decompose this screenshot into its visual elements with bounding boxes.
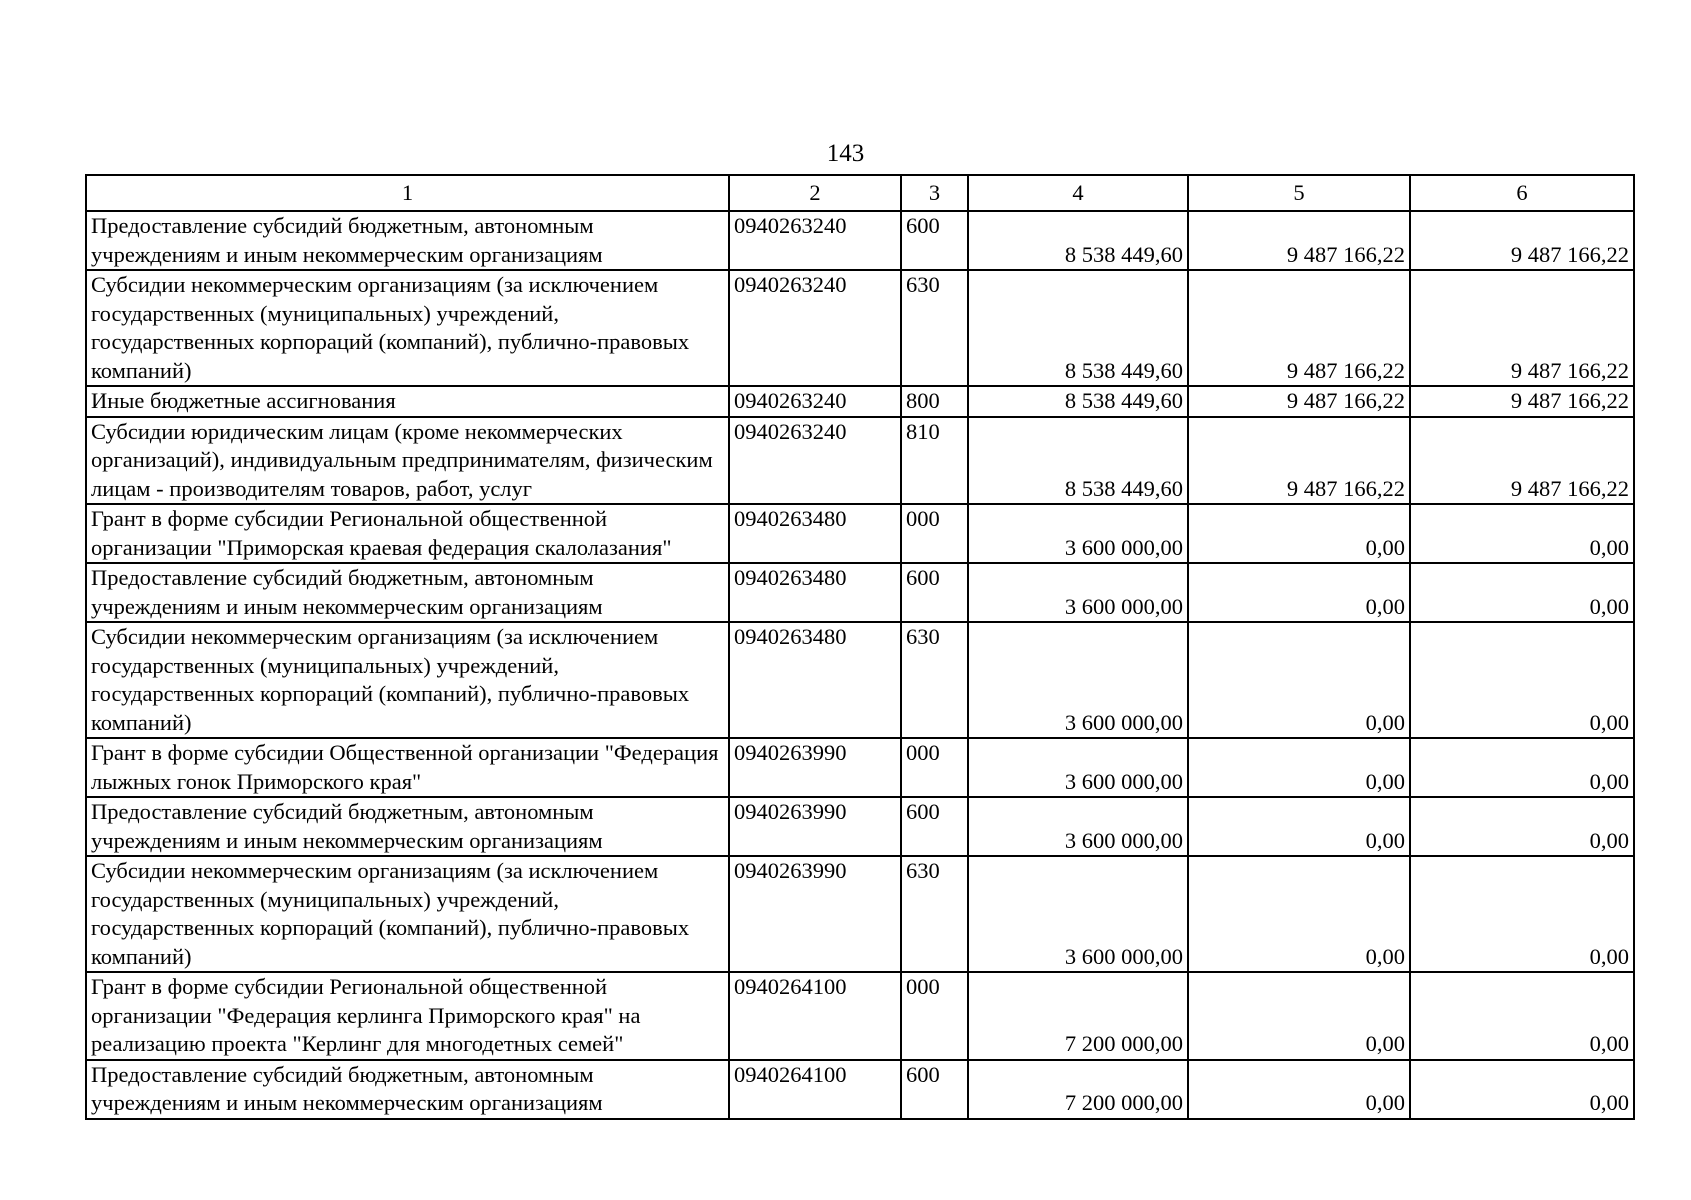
row-amount-6: 9 487 166,22 — [1410, 386, 1634, 417]
row-amount-6: 0,00 — [1410, 738, 1634, 797]
row-amount-4: 3 600 000,00 — [968, 622, 1188, 738]
column-header-amount-4: 4 — [968, 175, 1188, 211]
row-amount-6: 9 487 166,22 — [1410, 417, 1634, 505]
row-amount-6: 0,00 — [1410, 504, 1634, 563]
table-row — [86, 797, 1634, 856]
column-header-name: 1 — [86, 175, 729, 211]
table-row — [86, 211, 1634, 270]
row-kind: 600 — [901, 563, 968, 622]
row-amount-5: 0,00 — [1188, 1060, 1410, 1119]
row-name: Субсидии некоммерческим организациям (за исключением государственных (муниципальных) учреждений, государственных корпораций (компаний), публично-правовых компаний) — [86, 622, 729, 738]
row-amount-5: 9 487 166,22 — [1188, 386, 1410, 417]
row-code: 0940264100 — [729, 972, 901, 1060]
row-name: Субсидии некоммерческим организациям (за исключением государственных (муниципальных) учреждений, государственных корпораций (компаний), публично-правовых компаний) — [86, 270, 729, 386]
row-name: Грант в форме субсидии Региональной общественной организации "Федерация керлинга Приморского края" на реализацию проекта "Керлинг для многодетных семей" — [86, 972, 729, 1060]
row-code: 0940263480 — [729, 622, 901, 738]
table-header-row — [86, 175, 1634, 211]
row-code: 0940263990 — [729, 797, 901, 856]
row-amount-5: 0,00 — [1188, 856, 1410, 972]
table-row — [86, 504, 1634, 563]
column-header-kind: 3 — [901, 175, 968, 211]
row-kind: 600 — [901, 211, 968, 270]
row-amount-4: 8 538 449,60 — [968, 417, 1188, 505]
row-kind: 000 — [901, 504, 968, 563]
row-amount-4: 3 600 000,00 — [968, 797, 1188, 856]
row-kind: 810 — [901, 417, 968, 505]
budget-table — [85, 174, 1635, 1120]
row-amount-6: 9 487 166,22 — [1410, 211, 1634, 270]
row-amount-4: 3 600 000,00 — [968, 856, 1188, 972]
row-amount-6: 0,00 — [1410, 797, 1634, 856]
row-amount-6: 0,00 — [1410, 622, 1634, 738]
row-name: Грант в форме субсидии Региональной общественной организации "Приморская краевая федерация скалолазания" — [86, 504, 729, 563]
row-amount-6: 9 487 166,22 — [1410, 270, 1634, 386]
row-amount-4: 3 600 000,00 — [968, 504, 1188, 563]
table-row — [86, 622, 1634, 738]
row-code: 0940263480 — [729, 504, 901, 563]
table-row — [86, 417, 1634, 505]
table-row — [86, 856, 1634, 972]
column-header-amount-5: 5 — [1188, 175, 1410, 211]
row-name: Субсидии некоммерческим организациям (за исключением государственных (муниципальных) учреждений, государственных корпораций (компаний), публично-правовых компаний) — [86, 856, 729, 972]
table-row — [86, 563, 1634, 622]
table-row — [86, 738, 1634, 797]
row-code: 0940263990 — [729, 856, 901, 972]
row-kind: 630 — [901, 270, 968, 386]
row-amount-6: 0,00 — [1410, 563, 1634, 622]
row-code: 0940263480 — [729, 563, 901, 622]
row-name: Предоставление субсидий бюджетным, автономным учреждениям и иным некоммерческим организациям — [86, 1060, 729, 1119]
row-amount-6: 0,00 — [1410, 856, 1634, 972]
row-amount-4: 8 538 449,60 — [968, 386, 1188, 417]
row-kind: 800 — [901, 386, 968, 417]
row-amount-5: 0,00 — [1188, 563, 1410, 622]
row-amount-4: 3 600 000,00 — [968, 563, 1188, 622]
row-amount-5: 0,00 — [1188, 504, 1410, 563]
page-number: 143 — [826, 140, 865, 167]
row-code: 0940263240 — [729, 211, 901, 270]
row-name: Грант в форме субсидии Общественной организации "Федерация лыжных гонок Приморского края" — [86, 738, 729, 797]
row-code: 0940263240 — [729, 386, 901, 417]
row-amount-4: 8 538 449,60 — [968, 270, 1188, 386]
table-row — [86, 386, 1634, 417]
row-name: Субсидии юридическим лицам (кроме некоммерческих организаций), индивидуальным предпринимателям, физическим лицам - производителям товаров, работ, услуг — [86, 417, 729, 505]
row-amount-5: 9 487 166,22 — [1188, 270, 1410, 386]
row-name: Предоставление субсидий бюджетным, автономным учреждениям и иным некоммерческим организациям — [86, 797, 729, 856]
row-amount-4: 7 200 000,00 — [968, 972, 1188, 1060]
table-row — [86, 270, 1634, 386]
column-header-amount-6: 6 — [1410, 175, 1634, 211]
row-kind: 000 — [901, 738, 968, 797]
row-amount-6: 0,00 — [1410, 1060, 1634, 1119]
row-kind: 630 — [901, 856, 968, 972]
row-amount-6: 0,00 — [1410, 972, 1634, 1060]
row-amount-5: 0,00 — [1188, 972, 1410, 1060]
row-amount-4: 7 200 000,00 — [968, 1060, 1188, 1119]
row-amount-4: 3 600 000,00 — [968, 738, 1188, 797]
table-row — [86, 972, 1634, 1060]
row-kind: 630 — [901, 622, 968, 738]
row-kind: 600 — [901, 797, 968, 856]
row-name: Предоставление субсидий бюджетным, автономным учреждениям и иным некоммерческим организациям — [86, 211, 729, 270]
row-code: 0940263990 — [729, 738, 901, 797]
row-amount-4: 8 538 449,60 — [968, 211, 1188, 270]
row-code: 0940264100 — [729, 1060, 901, 1119]
row-kind: 000 — [901, 972, 968, 1060]
row-amount-5: 0,00 — [1188, 622, 1410, 738]
row-kind: 600 — [901, 1060, 968, 1119]
row-name: Иные бюджетные ассигнования — [86, 386, 729, 417]
table-row — [86, 1060, 1634, 1119]
row-amount-5: 0,00 — [1188, 797, 1410, 856]
row-amount-5: 9 487 166,22 — [1188, 211, 1410, 270]
row-name: Предоставление субсидий бюджетным, автономным учреждениям и иным некоммерческим организациям — [86, 563, 729, 622]
column-header-code: 2 — [729, 175, 901, 211]
row-code: 0940263240 — [729, 270, 901, 386]
row-amount-5: 0,00 — [1188, 738, 1410, 797]
row-amount-5: 9 487 166,22 — [1188, 417, 1410, 505]
row-code: 0940263240 — [729, 417, 901, 505]
